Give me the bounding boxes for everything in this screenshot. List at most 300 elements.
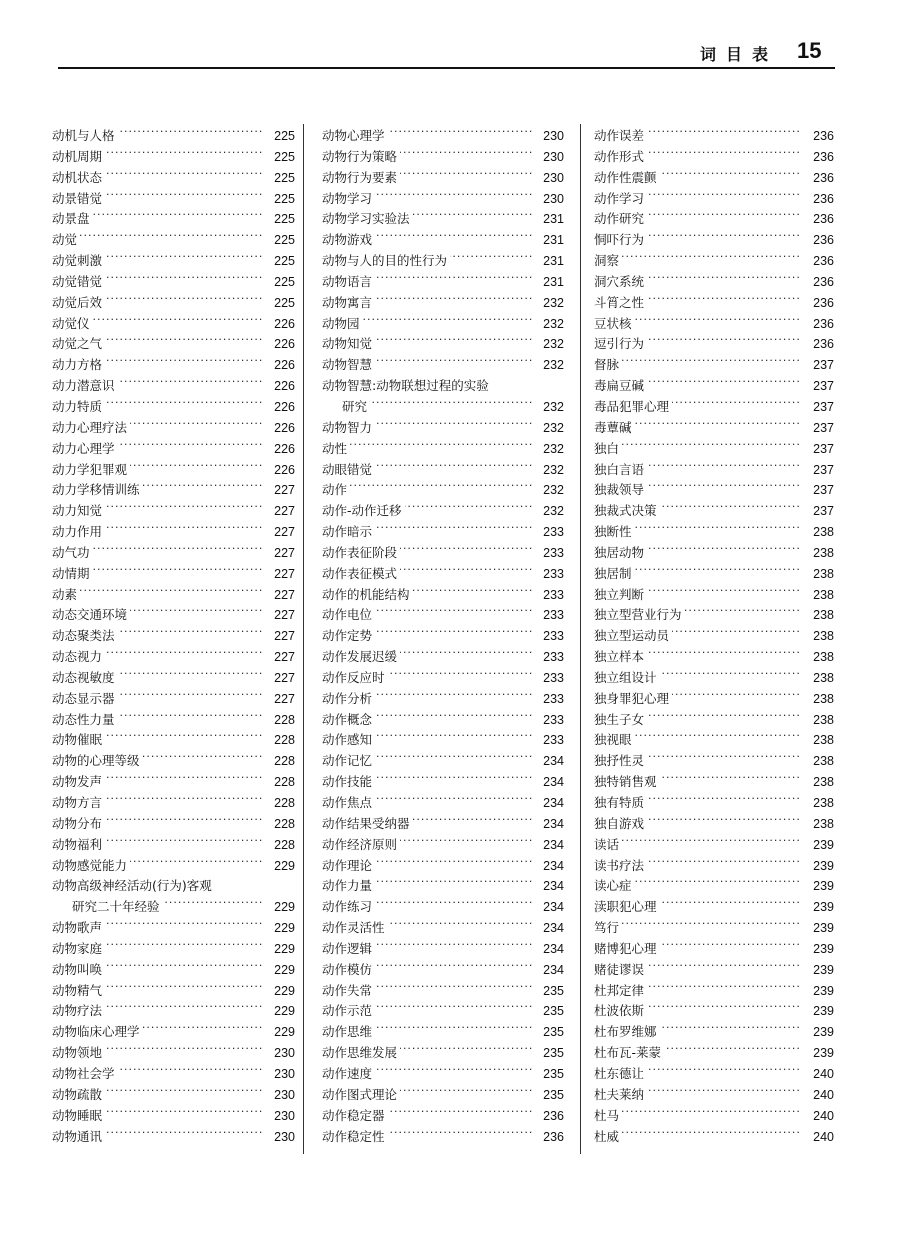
entry-term: 动景盘 bbox=[52, 209, 93, 230]
entry-page-number: 229 bbox=[265, 939, 295, 960]
entry-page-number: 231 bbox=[534, 230, 564, 251]
entry-page-number: 236 bbox=[804, 314, 834, 335]
entry-page-number: 225 bbox=[265, 272, 295, 293]
entry-term: 动觉仪 bbox=[52, 314, 93, 335]
entry-page-number: 225 bbox=[265, 189, 295, 210]
entry-page-number: 240 bbox=[804, 1064, 834, 1085]
entry-page-number: 234 bbox=[534, 960, 564, 981]
entry-page-number: 226 bbox=[265, 439, 295, 460]
entry-page-number: 236 bbox=[804, 334, 834, 355]
entry-term: 动气功 bbox=[52, 543, 93, 564]
entry-term: 动机与人格 bbox=[52, 126, 118, 147]
entry-term: 动作理论 bbox=[322, 856, 375, 877]
entry-term: 杜夫莱纳 bbox=[594, 1085, 647, 1106]
entry-term: 动力心理学 bbox=[52, 439, 118, 460]
entry-page-number: 238 bbox=[804, 626, 834, 647]
entry-term: 动物智力 bbox=[322, 418, 375, 439]
entry-page-number: 233 bbox=[534, 689, 564, 710]
entry-page-number: 233 bbox=[534, 605, 564, 626]
entry-term: 动景错觉 bbox=[52, 189, 105, 210]
entry-page-number: 238 bbox=[804, 772, 834, 793]
entry-term: 动物催眠 bbox=[52, 730, 105, 751]
entry-term: 动物方言 bbox=[52, 793, 105, 814]
entry-page-number: 227 bbox=[265, 605, 295, 626]
entry-page-number: 237 bbox=[804, 376, 834, 397]
entry-page-number: 229 bbox=[265, 1022, 295, 1043]
entry-term: 研究二十年经验 bbox=[52, 897, 163, 918]
entry-page-number: 227 bbox=[265, 668, 295, 689]
entry-page-number: 238 bbox=[804, 689, 834, 710]
entry-page-number: 230 bbox=[534, 168, 564, 189]
entry-term: 研究 bbox=[322, 397, 370, 418]
entry-term: 动物语言 bbox=[322, 272, 375, 293]
entry-term: 动觉 bbox=[52, 230, 80, 251]
entry-term: 动态视力 bbox=[52, 647, 105, 668]
entry-term: 动作定势 bbox=[322, 626, 375, 647]
entry-term: 杜马 bbox=[594, 1106, 622, 1127]
entry-term: 动作发展迟缓 bbox=[322, 647, 400, 668]
entry-term: 动物社会学 bbox=[52, 1064, 118, 1085]
entry-page-number: 237 bbox=[804, 397, 834, 418]
entry-page-number: 235 bbox=[534, 981, 564, 1002]
index-column-1 bbox=[52, 126, 295, 1147]
entry-page-number: 238 bbox=[804, 605, 834, 626]
entry-term: 动力方格 bbox=[52, 355, 105, 376]
entry-page-number: 234 bbox=[534, 751, 564, 772]
entry-term: 动机周期 bbox=[52, 147, 105, 168]
entry-page-number: 232 bbox=[534, 355, 564, 376]
entry-page-number: 233 bbox=[534, 730, 564, 751]
page-header bbox=[0, 38, 897, 68]
entry-term: 杜布瓦-莱蒙 bbox=[594, 1043, 664, 1064]
entry-term: 动物寓言 bbox=[322, 293, 375, 314]
entry-page-number: 232 bbox=[534, 480, 564, 501]
entry-page-number: 232 bbox=[534, 334, 564, 355]
entry-page-number: 236 bbox=[804, 230, 834, 251]
entry-term: 杜邦定律 bbox=[594, 981, 647, 1002]
entry-term: 赌徒谬误 bbox=[594, 960, 647, 981]
entry-term: 动作示范 bbox=[322, 1001, 375, 1022]
entry-page-number: 234 bbox=[534, 897, 564, 918]
entry-page-number: 237 bbox=[804, 460, 834, 481]
entry-term: 恫吓行为 bbox=[594, 230, 647, 251]
entry-page-number: 238 bbox=[804, 710, 834, 731]
entry-page-number: 228 bbox=[265, 835, 295, 856]
entry-term: 动力作用 bbox=[52, 522, 105, 543]
entry-page-number: 239 bbox=[804, 918, 834, 939]
entry-page-number: 236 bbox=[534, 1127, 564, 1148]
header-rule bbox=[58, 67, 835, 69]
entry-term: 动作结果受纳器 bbox=[322, 814, 413, 835]
entry-term: 动作失常 bbox=[322, 981, 375, 1002]
entry-term: 动物的心理等级 bbox=[52, 751, 143, 772]
entry-term: 动物发声 bbox=[52, 772, 105, 793]
entry-page-number: 226 bbox=[265, 376, 295, 397]
entry-page-number: 233 bbox=[534, 585, 564, 606]
entry-page-number: 238 bbox=[804, 730, 834, 751]
entry-term: 动态聚类法 bbox=[52, 626, 118, 647]
entry-term: 读心症 bbox=[594, 876, 635, 897]
entry-term: 动作的机能结构 bbox=[322, 585, 413, 606]
entry-term: 动作性震颤 bbox=[594, 168, 660, 189]
entry-page-number: 239 bbox=[804, 856, 834, 877]
entry-page-number: 230 bbox=[534, 189, 564, 210]
entry-term: 杜东德让 bbox=[594, 1064, 647, 1085]
entry-term: 动力学犯罪观 bbox=[52, 460, 130, 481]
entry-term: 洞穴系统 bbox=[594, 272, 647, 293]
entry-page-number: 232 bbox=[534, 501, 564, 522]
entry-term: 动物知觉 bbox=[322, 334, 375, 355]
entry-page-number: 238 bbox=[804, 647, 834, 668]
entry-page-number: 237 bbox=[804, 355, 834, 376]
entry-page-number: 237 bbox=[804, 418, 834, 439]
entry-page-number: 229 bbox=[265, 960, 295, 981]
entry-page-number: 232 bbox=[534, 397, 564, 418]
entry-page-number: 236 bbox=[804, 272, 834, 293]
entry-page-number: 236 bbox=[804, 168, 834, 189]
entry-term: 独白 bbox=[594, 439, 622, 460]
entry-term: 动力潜意识 bbox=[52, 376, 118, 397]
column-divider-2 bbox=[580, 124, 581, 1154]
entry-page-number: 228 bbox=[265, 772, 295, 793]
entry-page-number: 235 bbox=[534, 1085, 564, 1106]
entry-page-number: 229 bbox=[265, 918, 295, 939]
entry-page-number: 239 bbox=[804, 897, 834, 918]
entry-page-number: 227 bbox=[265, 626, 295, 647]
index-entry bbox=[52, 856, 295, 877]
entry-term: 动作表征阶段 bbox=[322, 543, 400, 564]
entry-term: 独抒性灵 bbox=[594, 751, 647, 772]
entry-term: 动物疏散 bbox=[52, 1085, 105, 1106]
entry-page-number: 230 bbox=[534, 126, 564, 147]
entry-term: 动作经济原则 bbox=[322, 835, 400, 856]
index-entry bbox=[322, 355, 564, 376]
entry-page-number: 227 bbox=[265, 689, 295, 710]
entry-page-number: 235 bbox=[534, 1022, 564, 1043]
entry-term: 动物分布 bbox=[52, 814, 105, 835]
entry-page-number: 230 bbox=[265, 1064, 295, 1085]
entry-page-number: 233 bbox=[534, 668, 564, 689]
entry-term: 动作稳定器 bbox=[322, 1106, 388, 1127]
entry-page-number: 231 bbox=[534, 272, 564, 293]
entry-term: 动力特质 bbox=[52, 397, 105, 418]
entry-term: 动情期 bbox=[52, 564, 93, 585]
entry-term: 豆状核 bbox=[594, 314, 635, 335]
entry-page-number: 229 bbox=[265, 856, 295, 877]
entry-term: 独身罪犯心理 bbox=[594, 689, 672, 710]
entry-page-number: 227 bbox=[265, 585, 295, 606]
entry-term: 杜威 bbox=[594, 1127, 622, 1148]
entry-page-number: 239 bbox=[804, 835, 834, 856]
entry-term: 动力心理疗法 bbox=[52, 418, 130, 439]
entry-term: 独立判断 bbox=[594, 585, 647, 606]
entry-page-number: 234 bbox=[534, 772, 564, 793]
entry-term: 杜布罗维娜 bbox=[594, 1022, 660, 1043]
entry-term: 动物高级神经活动(行为)客观 bbox=[52, 876, 215, 897]
entry-term: 动物通讯 bbox=[52, 1127, 105, 1148]
entry-page-number: 234 bbox=[534, 918, 564, 939]
entry-term: 动物与人的目的性行为 bbox=[322, 251, 450, 272]
entry-page-number: 226 bbox=[265, 418, 295, 439]
entry-page-number: 236 bbox=[534, 1106, 564, 1127]
entry-page-number: 236 bbox=[804, 293, 834, 314]
entry-term: 动觉错觉 bbox=[52, 272, 105, 293]
entry-page-number: 239 bbox=[804, 1043, 834, 1064]
entry-page-number: 226 bbox=[265, 355, 295, 376]
entry-page-number: 230 bbox=[265, 1085, 295, 1106]
entry-term: 动物智慧 bbox=[322, 355, 375, 376]
entry-term: 独特销售观 bbox=[594, 772, 660, 793]
entry-page-number: 238 bbox=[804, 564, 834, 585]
entry-page-number: 228 bbox=[265, 751, 295, 772]
entry-page-number: 233 bbox=[534, 564, 564, 585]
entry-page-number: 227 bbox=[265, 522, 295, 543]
entry-page-number: 226 bbox=[265, 460, 295, 481]
entry-page-number: 236 bbox=[804, 209, 834, 230]
entry-term: 笃行 bbox=[594, 918, 622, 939]
entry-term: 动作分析 bbox=[322, 689, 375, 710]
entry-term: 动物行为策略 bbox=[322, 147, 400, 168]
entry-term: 动作感知 bbox=[322, 730, 375, 751]
entry-page-number: 225 bbox=[265, 251, 295, 272]
entry-page-number: 225 bbox=[265, 230, 295, 251]
entry-page-number: 234 bbox=[534, 793, 564, 814]
entry-term: 动作电位 bbox=[322, 605, 375, 626]
entry-page-number: 225 bbox=[265, 126, 295, 147]
entry-page-number: 239 bbox=[804, 1022, 834, 1043]
entry-term: 动作灵活性 bbox=[322, 918, 388, 939]
entry-term: 动觉后效 bbox=[52, 293, 105, 314]
entry-term: 动眼错觉 bbox=[322, 460, 375, 481]
entry-page-number: 228 bbox=[265, 793, 295, 814]
column-divider-1 bbox=[303, 124, 304, 1154]
entry-term: 动作 bbox=[322, 480, 350, 501]
entry-page-number: 236 bbox=[804, 189, 834, 210]
entry-page-number: 238 bbox=[804, 585, 834, 606]
entry-page-number: 233 bbox=[534, 710, 564, 731]
entry-page-number: 226 bbox=[265, 397, 295, 418]
entry-term: 动作概念 bbox=[322, 710, 375, 731]
index-column-2 bbox=[322, 126, 564, 1147]
entry-page-number: 233 bbox=[534, 522, 564, 543]
entry-page-number: 238 bbox=[804, 668, 834, 689]
leader-dots bbox=[594, 1123, 802, 1144]
entry-page-number: 233 bbox=[534, 626, 564, 647]
entry-term: 独立型营业行为 bbox=[594, 605, 685, 626]
entry-page-number: 236 bbox=[804, 147, 834, 168]
entry-page-number: 240 bbox=[804, 1106, 834, 1127]
entry-page-number: 239 bbox=[804, 960, 834, 981]
entry-page-number: 230 bbox=[265, 1043, 295, 1064]
entry-term: 督脉 bbox=[594, 355, 622, 376]
entry-term: 动物园 bbox=[322, 314, 363, 335]
entry-page-number: 236 bbox=[804, 126, 834, 147]
entry-term: 动作形式 bbox=[594, 147, 647, 168]
entry-page-number: 230 bbox=[265, 1106, 295, 1127]
entry-page-number: 226 bbox=[265, 334, 295, 355]
entry-page-number: 228 bbox=[265, 730, 295, 751]
entry-term: 动物学习 bbox=[322, 189, 375, 210]
header-label: 词目表 bbox=[700, 45, 779, 64]
entry-term: 动物智慧:动物联想过程的实验 bbox=[322, 376, 492, 397]
entry-term: 独裁式决策 bbox=[594, 501, 660, 522]
entry-term: 毒品犯罪心理 bbox=[594, 397, 672, 418]
entry-term: 动物福利 bbox=[52, 835, 105, 856]
entry-page-number: 240 bbox=[804, 1127, 834, 1148]
entry-term: 动物学习实验法 bbox=[322, 209, 413, 230]
entry-term: 动作表征模式 bbox=[322, 564, 400, 585]
entry-term: 动力学移情训练 bbox=[52, 480, 143, 501]
entry-page-number: 228 bbox=[265, 814, 295, 835]
entry-term: 动作焦点 bbox=[322, 793, 375, 814]
entry-term: 动作暗示 bbox=[322, 522, 375, 543]
entry-page-number: 227 bbox=[265, 480, 295, 501]
entry-page-number: 227 bbox=[265, 564, 295, 585]
entry-page-number: 229 bbox=[265, 1001, 295, 1022]
entry-page-number: 230 bbox=[534, 147, 564, 168]
entry-page-number: 237 bbox=[804, 480, 834, 501]
entry-term: 动物叫唤 bbox=[52, 960, 105, 981]
entry-page-number: 234 bbox=[534, 835, 564, 856]
entry-page-number: 228 bbox=[265, 710, 295, 731]
entry-page-number: 237 bbox=[804, 439, 834, 460]
entry-term: 读话 bbox=[594, 835, 622, 856]
entry-term: 独立样本 bbox=[594, 647, 647, 668]
entry-term: 动机状态 bbox=[52, 168, 105, 189]
index-entry bbox=[52, 1127, 295, 1148]
entry-page-number: 239 bbox=[804, 981, 834, 1002]
entry-term: 独裁领导 bbox=[594, 480, 647, 501]
entry-page-number: 234 bbox=[534, 856, 564, 877]
entry-page-number: 225 bbox=[265, 168, 295, 189]
entry-page-number: 239 bbox=[804, 876, 834, 897]
entry-term: 动作力量 bbox=[322, 876, 375, 897]
entry-page-number: 225 bbox=[265, 209, 295, 230]
entry-term: 赌博犯心理 bbox=[594, 939, 660, 960]
entry-page-number: 238 bbox=[804, 543, 834, 564]
entry-term: 读书疗法 bbox=[594, 856, 647, 877]
entry-term: 独立型运动员 bbox=[594, 626, 672, 647]
entry-term: 动觉之气 bbox=[52, 334, 105, 355]
entry-page-number: 240 bbox=[804, 1085, 834, 1106]
entry-term: 毒扁豆碱 bbox=[594, 376, 647, 397]
entry-page-number: 231 bbox=[534, 209, 564, 230]
entry-term: 独有特质 bbox=[594, 793, 647, 814]
entry-term: 独白言语 bbox=[594, 460, 647, 481]
entry-page-number: 226 bbox=[265, 314, 295, 335]
entry-term: 动作学习 bbox=[594, 189, 647, 210]
entry-page-number: 234 bbox=[534, 814, 564, 835]
entry-term: 动作图式理论 bbox=[322, 1085, 400, 1106]
entry-page-number: 232 bbox=[534, 439, 564, 460]
entry-page-number: 235 bbox=[534, 1001, 564, 1022]
entry-page-number: 227 bbox=[265, 543, 295, 564]
entry-term: 动物疗法 bbox=[52, 1001, 105, 1022]
entry-term: 独断性 bbox=[594, 522, 635, 543]
entry-term: 独居制 bbox=[594, 564, 635, 585]
entry-term: 动作练习 bbox=[322, 897, 375, 918]
entry-term: 动物歌声 bbox=[52, 918, 105, 939]
index-column-3 bbox=[594, 126, 834, 1147]
entry-term: 渎职犯心理 bbox=[594, 897, 660, 918]
entry-term: 独生子女 bbox=[594, 710, 647, 731]
entry-page-number: 227 bbox=[265, 501, 295, 522]
entry-page-number: 232 bbox=[534, 293, 564, 314]
entry-page-number: 234 bbox=[534, 876, 564, 897]
entry-term: 动态交通环境 bbox=[52, 605, 130, 626]
entry-page-number: 231 bbox=[534, 251, 564, 272]
entry-page-number: 225 bbox=[265, 293, 295, 314]
entry-term: 动素 bbox=[52, 585, 80, 606]
entry-term: 动物心理学 bbox=[322, 126, 388, 147]
entry-term: 动物家庭 bbox=[52, 939, 105, 960]
index-entry bbox=[594, 1127, 834, 1148]
entry-term: 独立组设计 bbox=[594, 668, 660, 689]
entry-page-number: 236 bbox=[804, 251, 834, 272]
entry-page-number: 239 bbox=[804, 1001, 834, 1022]
entry-page-number: 237 bbox=[804, 501, 834, 522]
entry-page-number: 225 bbox=[265, 147, 295, 168]
entry-page-number: 229 bbox=[265, 981, 295, 1002]
entry-page-number: 230 bbox=[265, 1127, 295, 1148]
entry-term: 动物临床心理学 bbox=[52, 1022, 143, 1043]
entry-term: 动物行为要素 bbox=[322, 168, 400, 189]
entry-page-number: 232 bbox=[534, 460, 564, 481]
entry-term: 逗引行为 bbox=[594, 334, 647, 355]
entry-page-number: 232 bbox=[534, 418, 564, 439]
entry-term: 动作记忆 bbox=[322, 751, 375, 772]
entry-term: 动态显示器 bbox=[52, 689, 118, 710]
entry-term: 独视眼 bbox=[594, 730, 635, 751]
entry-term: 动作研究 bbox=[594, 209, 647, 230]
entry-page-number: 232 bbox=[534, 314, 564, 335]
entry-term: 动作误差 bbox=[594, 126, 647, 147]
entry-page-number: 233 bbox=[534, 647, 564, 668]
entry-page-number: 238 bbox=[804, 793, 834, 814]
entry-page-number: 227 bbox=[265, 647, 295, 668]
entry-term: 动态性力量 bbox=[52, 710, 118, 731]
entry-term: 动作模仿 bbox=[322, 960, 375, 981]
entry-term: 动作思维发展 bbox=[322, 1043, 400, 1064]
entry-term: 动物感觉能力 bbox=[52, 856, 130, 877]
entry-page-number: 229 bbox=[265, 897, 295, 918]
entry-term: 动物睡眠 bbox=[52, 1106, 105, 1127]
entry-page-number: 235 bbox=[534, 1064, 564, 1085]
entry-term: 杜波依斯 bbox=[594, 1001, 647, 1022]
entry-term: 动作反应时 bbox=[322, 668, 388, 689]
page-number: 15 bbox=[797, 38, 822, 63]
entry-page-number: 238 bbox=[804, 751, 834, 772]
entry-term: 动态视敏度 bbox=[52, 668, 118, 689]
entry-term: 动性 bbox=[322, 439, 350, 460]
entry-page-number: 238 bbox=[804, 522, 834, 543]
entry-term: 动作速度 bbox=[322, 1064, 375, 1085]
entry-term: 洞察 bbox=[594, 251, 622, 272]
entry-page-number: 234 bbox=[534, 939, 564, 960]
entry-term: 独居动物 bbox=[594, 543, 647, 564]
index-entry bbox=[322, 1127, 564, 1148]
entry-term: 毒蕈碱 bbox=[594, 418, 635, 439]
entry-term: 斗筲之性 bbox=[594, 293, 647, 314]
entry-term: 动物精气 bbox=[52, 981, 105, 1002]
entry-term: 动物游戏 bbox=[322, 230, 375, 251]
entry-term: 动作稳定性 bbox=[322, 1127, 388, 1148]
entry-page-number: 239 bbox=[804, 939, 834, 960]
entry-term: 独自游戏 bbox=[594, 814, 647, 835]
entry-term: 动作技能 bbox=[322, 772, 375, 793]
entry-term: 动觉刺激 bbox=[52, 251, 105, 272]
entry-term: 动作逻辑 bbox=[322, 939, 375, 960]
